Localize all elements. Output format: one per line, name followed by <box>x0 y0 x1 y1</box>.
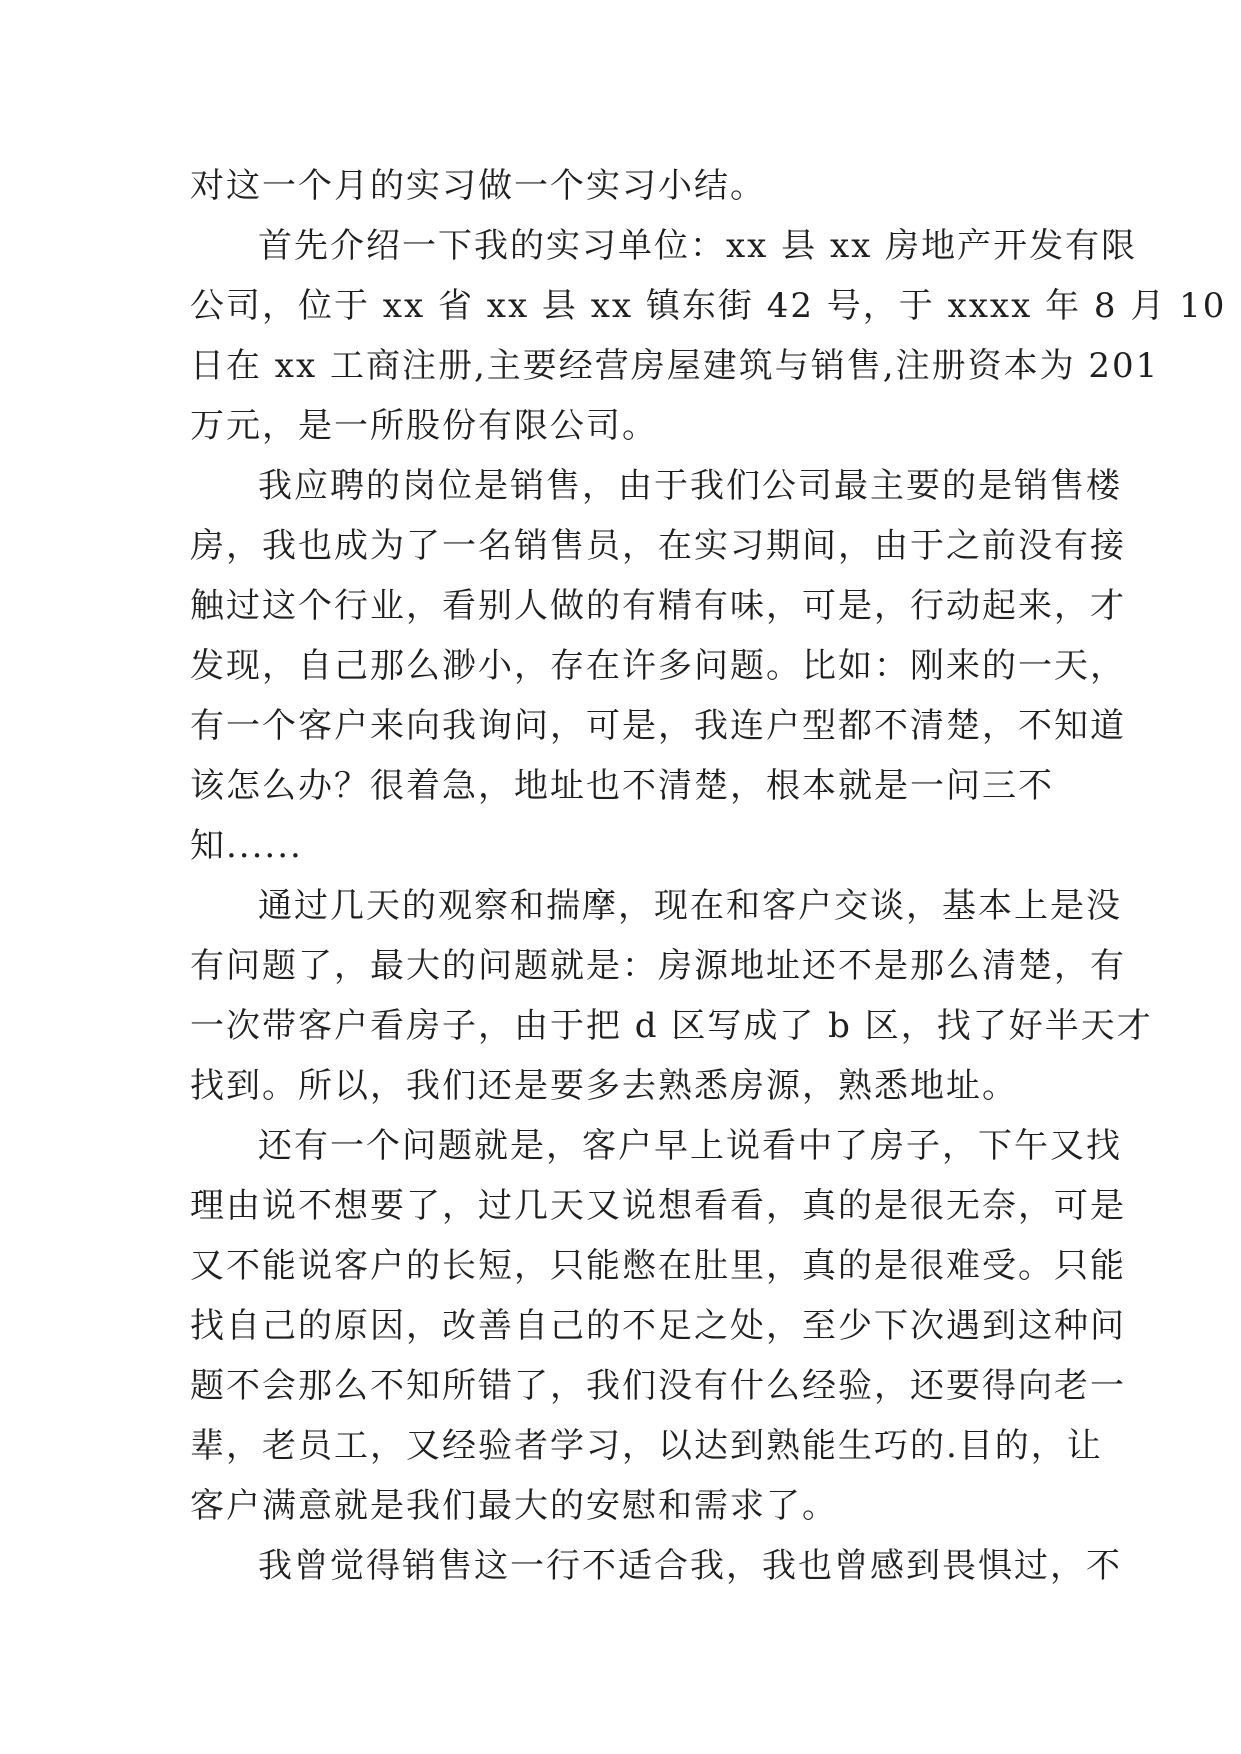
paragraph-start-line: 通过几天的观察和揣摩，现在和客户交谈，基本上是没 <box>258 886 1122 926</box>
text-line: 找自己的原因，改善自己的不足之处，至少下次遇到这种问 <box>190 1306 1126 1346</box>
text-line: 知...... <box>190 826 303 866</box>
text-line: 日在 xx 工商注册,主要经营房屋建筑与销售,注册资本为 201 <box>190 346 1160 386</box>
paragraph-start-line: 我曾觉得销售这一行不适合我，我也曾感到畏惧过，不 <box>258 1546 1122 1586</box>
text-line: 房，我也成为了一名销售员，在实习期间，由于之前没有接 <box>190 526 1126 566</box>
text-line: 发现，自己那么渺小，存在许多问题。比如：刚来的一天， <box>190 646 1126 686</box>
paragraph-start-line: 首先介绍一下我的实习单位：xx 县 xx 房地产开发有限 <box>258 226 1138 266</box>
text-line: 公司，位于 xx 省 xx 县 xx 镇东街 42 号，于 xxxx 年 8 月 10 <box>190 286 1227 326</box>
text-line: 有问题了，最大的问题就是：房源地址还不是那么清楚，有 <box>190 946 1126 986</box>
text-line: 又不能说客户的长短，只能憋在肚里，真的是很难受。只能 <box>190 1246 1126 1286</box>
text-line: 万元，是一所股份有限公司。 <box>190 406 658 446</box>
text-line: 对这一个月的实习做一个实习小结。 <box>190 166 766 206</box>
text-line: 找到。所以，我们还是要多去熟悉房源，熟悉地址。 <box>190 1066 1018 1106</box>
paragraph-start-line: 还有一个问题就是，客户早上说看中了房子，下午又找 <box>258 1126 1122 1166</box>
text-line: 一次带客户看房子，由于把 d 区写成了 b 区，找了好半天才 <box>190 1006 1153 1046</box>
paragraph-start-line: 我应聘的岗位是销售，由于我们公司最主要的是销售楼 <box>258 466 1122 506</box>
text-line: 题不会那么不知所错了，我们没有什么经验，还要得向老一 <box>190 1366 1126 1406</box>
text-line: 触过这个行业，看别人做的有精有味，可是，行动起来，才 <box>190 586 1126 626</box>
text-line: 该怎么办？很着急，地址也不清楚，根本就是一问三不 <box>190 766 1054 806</box>
text-line: 有一个客户来向我询问，可是，我连户型都不清楚，不知道 <box>190 706 1126 746</box>
text-line: 理由说不想要了，过几天又说想看看，真的是很无奈，可是 <box>190 1186 1126 1226</box>
text-line: 客户满意就是我们最大的安慰和需求了。 <box>190 1486 838 1526</box>
text-line: 辈，老员工，又经验者学习，以达到熟能生巧的.目的，让 <box>190 1426 1103 1466</box>
body-text <box>190 156 1227 1596</box>
